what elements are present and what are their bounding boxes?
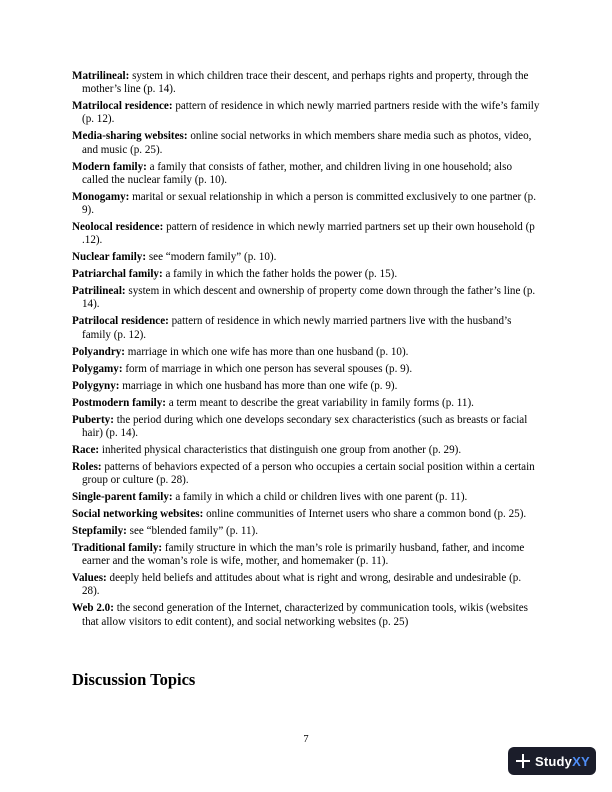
glossary-entry — [72, 414, 540, 440]
glossary-definition: form of marriage in which one person has several spouses (p. 9). — [125, 362, 413, 375]
glossary-definition: family structure in which the man’s role is primarily husband, father, and income earner and the woman’s role is wife, mother, and homemaker (p. 11). — [82, 542, 525, 568]
glossary-definition: a term meant to describe the great variability in family forms (p. 11). — [168, 396, 474, 409]
glossary-definition: deeply held beliefs and attitudes about what is right and wrong, desirable and undesirable (p. 28). — [82, 572, 522, 598]
glossary-entry — [72, 100, 540, 126]
glossary-definition: inherited physical characteristics that distinguish one group from another (p. 29). — [101, 443, 462, 456]
glossary-term: Modern family: — [72, 160, 147, 173]
glossary-term: Polygamy: — [72, 362, 123, 375]
glossary-definition: see “blended family” (p. 11). — [129, 525, 258, 538]
glossary-term: Social networking websites: — [72, 508, 204, 521]
glossary-entry — [72, 525, 540, 538]
glossary-definition: online communities of Internet users who share a common bond (p. 25). — [206, 508, 527, 521]
glossary-definition: pattern of residence in which newly married partners live with the husband’s family (p. 12). — [82, 315, 512, 341]
glossary-term: Matrilocal residence: — [72, 100, 173, 113]
glossary-term: Neolocal residence: — [72, 221, 164, 234]
brand-name-part2: XY — [572, 753, 590, 769]
glossary-entry — [72, 602, 540, 628]
glossary-list — [72, 70, 540, 633]
glossary-entry — [72, 70, 540, 96]
page-number: 7 — [303, 734, 309, 745]
brand-name — [535, 754, 590, 769]
glossary-definition: system in which children trace their descent, and perhaps rights and property, through the mother’s line (p. 14). — [82, 70, 529, 96]
glossary-definition: a family in which a child or children lives with one parent (p. 11). — [175, 491, 468, 504]
glossary-term: Matrilineal: — [72, 70, 130, 82]
glossary-term: Single-parent family: — [72, 491, 173, 504]
glossary-term: Puberty: — [72, 413, 114, 426]
glossary-entry — [72, 221, 540, 247]
glossary-entry — [72, 444, 540, 457]
glossary-entry — [72, 491, 540, 504]
glossary-term: Media-sharing websites: — [72, 130, 188, 143]
glossary-term: Web 2.0: — [72, 602, 114, 615]
glossary-entry — [72, 161, 540, 187]
glossary-term: Race: — [72, 443, 100, 456]
plus-icon — [516, 754, 530, 768]
glossary-definition: the period during which one develops secondary sex characteristics (such as breasts or facial hair) (p. 14). — [82, 413, 528, 439]
glossary-term: Nuclear family: — [72, 251, 147, 264]
glossary-term: Values: — [72, 572, 107, 585]
glossary-definition: online social networks in which members share media such as photos, video, and music (p. 25). — [82, 130, 532, 156]
glossary-definition: patterns of behaviors expected of a person who occupies a certain social position within a certain group or culture (p. 28). — [82, 460, 535, 487]
glossary-entry — [72, 285, 540, 311]
glossary-definition: marriage in which one wife has more than one husband (p. 10). — [127, 345, 409, 358]
studyxy-logo[interactable] — [508, 747, 596, 775]
glossary-definition: marriage in which one husband has more than one wife (p. 9). — [122, 379, 398, 392]
glossary-term: Patriarchal family: — [72, 268, 163, 281]
glossary-definition: a family that consists of father, mother, and children living in one household; also called the nuclear family (p. 10). — [82, 160, 513, 186]
glossary-entry — [72, 572, 540, 598]
glossary-entry — [72, 461, 540, 487]
glossary-definition: see “modern family” (p. 10). — [148, 251, 277, 264]
brand-name-part1: Study — [535, 753, 573, 769]
glossary-term: Postmodern family: — [72, 396, 166, 409]
glossary-entry — [72, 508, 540, 521]
glossary-entry — [72, 542, 540, 568]
glossary-definition: a family in which the father holds the power (p. 15). — [165, 268, 398, 281]
glossary-entry — [72, 130, 540, 156]
glossary-term: Patrilineal: — [72, 285, 126, 298]
glossary-entry — [72, 380, 540, 393]
glossary-term: Stepfamily: — [72, 525, 127, 538]
glossary-term: Polygyny: — [72, 379, 120, 392]
glossary-entry — [72, 315, 540, 341]
glossary-definition: the second generation of the Internet, characterized by communication tools, wikis (websites that allow visitors to edit content), and social networking websites (p. 25) — [82, 602, 528, 628]
section-heading: Discussion Topics — [72, 670, 196, 689]
glossary-definition: marital or sexual relationship in which a person is committed exclusively to one partner (p. 9). — [82, 190, 536, 217]
glossary-entry — [72, 191, 540, 217]
glossary-definition: system in which descent and ownership of property come down through the father’s line (p. 14). — [82, 285, 536, 311]
glossary-entry — [72, 397, 540, 410]
glossary-definition: pattern of residence in which newly married partners reside with the wife’s family (p. 12). — [82, 100, 540, 126]
glossary-term: Patrilocal residence: — [72, 315, 169, 328]
glossary-term: Monogamy: — [72, 190, 130, 203]
glossary-entry — [72, 268, 540, 281]
glossary-term: Roles: — [72, 460, 102, 473]
glossary-entry — [72, 251, 540, 264]
glossary-entry — [72, 363, 540, 376]
glossary-definition: pattern of residence in which newly married partners set up their own household (p .12). — [82, 221, 535, 247]
glossary-term: Polyandry: — [72, 345, 126, 358]
glossary-term: Traditional family: — [72, 542, 163, 555]
glossary-entry — [72, 346, 540, 359]
